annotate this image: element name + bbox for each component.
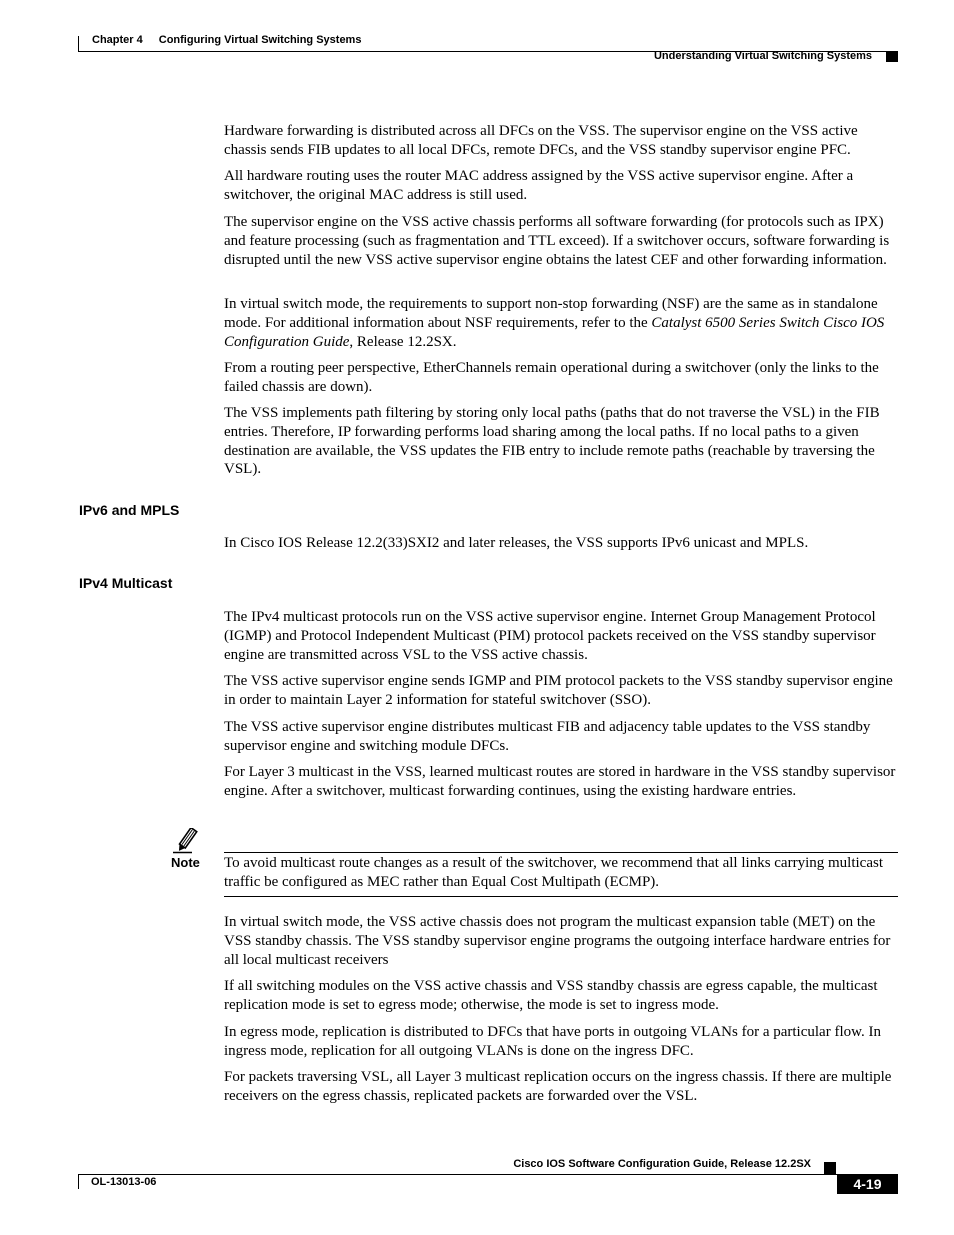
note-rule-bottom <box>224 896 898 897</box>
intro-paragraph-4 <box>224 295 896 351</box>
chapter-title: Configuring Virtual Switching Systems <box>158 34 362 46</box>
ipv4-paragraph-3: The VSS active supervisor engine distributes multicast FIB and adjacency table updates to the VSS standby supervisor engine and switching module DFCs. <box>224 719 871 754</box>
section-title-ipv6-mpls: IPv6 and MPLS <box>79 502 180 518</box>
pencil-note-icon <box>172 828 200 854</box>
note-rule-top <box>224 852 898 853</box>
note-label: Note <box>171 855 200 870</box>
p4-text-after: , Release 12.2SX. <box>349 333 457 350</box>
footer-doc-number: OL-13013-06 <box>91 1176 157 1188</box>
section-title-ipv4-multicast: IPv4 Multicast <box>79 575 173 591</box>
ipv4-paragraph-7: In egress mode, replication is distributed to DFCs that have ports in outgoing VLANs for a particular flow. In ingress mode, replication for all outgoing VLANs is done on the ingress DFC. <box>224 1024 881 1059</box>
ipv4-paragraph-8: For packets traversing VSL, all Layer 3 multicast replication occurs on the ingress chassis. If there are multiple receivers on the egress chassis, replicated packets are forwarded over the VSL. <box>224 1069 892 1104</box>
ipv4-paragraph-6: If all switching modules on the VSS active chassis and VSS standby chassis are egress capable, the multicast replication mode is set to egress mode; otherwise, the mode is set to ingress mode. <box>224 978 878 1013</box>
footer-left-bar <box>78 1174 79 1189</box>
footer-marker-block <box>824 1162 836 1174</box>
page-number: 4-19 <box>837 1174 898 1194</box>
footer-guide-title: Cisco IOS Software Configuration Guide, Release 12.2SX <box>513 1158 811 1170</box>
guide-reference: Catalyst 6500 Series Switch Cisco IOS Configuration Guide <box>224 314 885 350</box>
p4-text-before: In virtual switch mode, the requirements to support non-stop forwarding (NSF) are the same as in standalone mode. For additional information about NSF requirements, refer to the <box>224 296 878 331</box>
footer-rule <box>78 1174 898 1175</box>
intro-paragraph-6: The VSS implements path filtering by storing only local paths (paths that do not traverse the VSL) in the FIB entries. Therefore, IP forwarding performs load sharing among the local paths. If no local paths to a given destination are available, the VSS updates the FIB entry to include remote paths (reachable by traversing the VSL). <box>224 405 880 478</box>
note-text: To avoid multicast route changes as a result of the switchover, we recommend that all links carrying multicast traffic be configured as MEC rather than Equal Cost Multipath (ECMP). <box>224 855 883 890</box>
running-header-chapter <box>92 34 377 46</box>
ipv4-paragraph-2: The VSS active supervisor engine sends IGMP and PIM protocol packets to the VSS standby supervisor engine in order to maintain Layer 2 information for stateful switchover (SSO). <box>224 673 893 708</box>
ipv4-paragraph-1: The IPv4 multicast protocols run on the VSS active supervisor engine. Internet Group Management Protocol (IGMP) and Protocol Independent Multicast (PIM) protocol packets received on the VSS standby supervisor engine are transmitted across VSL to the VSS active chassis. <box>224 609 876 663</box>
header-left-bar <box>78 36 79 52</box>
intro-paragraph-3: The supervisor engine on the VSS active chassis performs all software forwarding (for protocols such as IPX) and feature processing (such as fragmentation and TTL exceed). If a switchover occurs, software forwarding is disrupted until the new VSS active supervisor engine obtains the latest CEF and other forwarding information. <box>224 214 890 268</box>
ipv4-paragraph-5: In virtual switch mode, the VSS active chassis does not program the multicast expansion table (MET) on the VSS standby chassis. The VSS standby supervisor engine programs the outgoing interface hardware entries for all local multicast receivers <box>224 914 891 968</box>
intro-paragraph-2: All hardware routing uses the router MAC address assigned by the VSS active supervisor engine. After a switchover, the original MAC address is still used. <box>224 168 854 203</box>
intro-paragraph-1: Hardware forwarding is distributed across all DFCs on the VSS. The supervisor engine on the VSS active chassis sends FIB updates to all local DFCs, remote DFCs, and the VSS standby supervisor engine PFC. <box>224 123 858 158</box>
running-header-section: Understanding Virtual Switching Systems <box>653 50 872 62</box>
header-marker-block <box>886 51 898 62</box>
chapter-number: Chapter 4 <box>92 34 143 46</box>
ipv4-paragraph-4: For Layer 3 multicast in the VSS, learned multicast routes are stored in hardware in the VSS standby supervisor engine. After a switchover, multicast forwarding continues, using the existing hardware entries. <box>224 764 896 799</box>
intro-paragraph-5: From a routing peer perspective, EtherChannels remain operational during a switchover (only the links to the failed chassis are down). <box>224 360 879 395</box>
ipv6-paragraph-1: In Cisco IOS Release 12.2(33)SXI2 and later releases, the VSS supports IPv6 unicast and MPLS. <box>224 535 809 551</box>
